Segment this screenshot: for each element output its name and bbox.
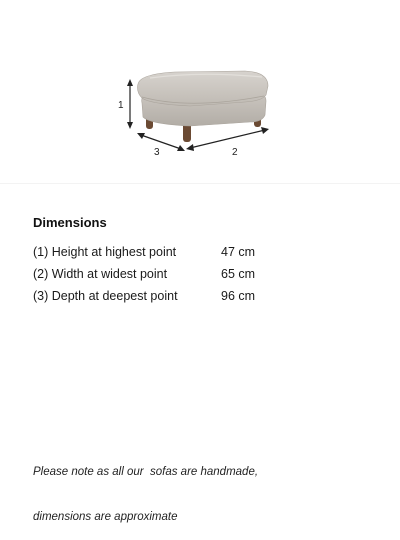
disclaimer-line-2: dimensions are approximate [33, 511, 178, 523]
dimension-value: 96 cm [221, 289, 256, 303]
height-dimension-arrow [127, 79, 133, 129]
dimensions-table [33, 245, 363, 311]
dimension-row-depth [33, 289, 363, 311]
dimension-label: (2) Width at widest point [33, 267, 168, 281]
section-divider [0, 183, 400, 184]
depth-dimension-arrow [137, 133, 185, 151]
dimension-value: 65 cm [221, 267, 256, 281]
dimension-row-width [33, 267, 363, 289]
dimension-label: (3) Depth at deepest point [33, 289, 178, 303]
dimension-row-height [33, 245, 363, 267]
handmade-disclaimer [33, 435, 373, 540]
height-marker: 1 [118, 100, 124, 111]
footstool-drawing [0, 0, 400, 182]
width-dimension-arrow [186, 127, 269, 151]
depth-marker: 3 [154, 147, 160, 158]
width-marker: 2 [232, 147, 238, 158]
dimensions-heading: Dimensions [33, 215, 107, 230]
dimension-label: (1) Height at highest point [33, 245, 177, 259]
product-dimension-diagram [0, 0, 400, 182]
disclaimer-line-1: Please note as all our sofas are handmade, [33, 466, 259, 478]
dimension-value: 47 cm [221, 245, 256, 259]
